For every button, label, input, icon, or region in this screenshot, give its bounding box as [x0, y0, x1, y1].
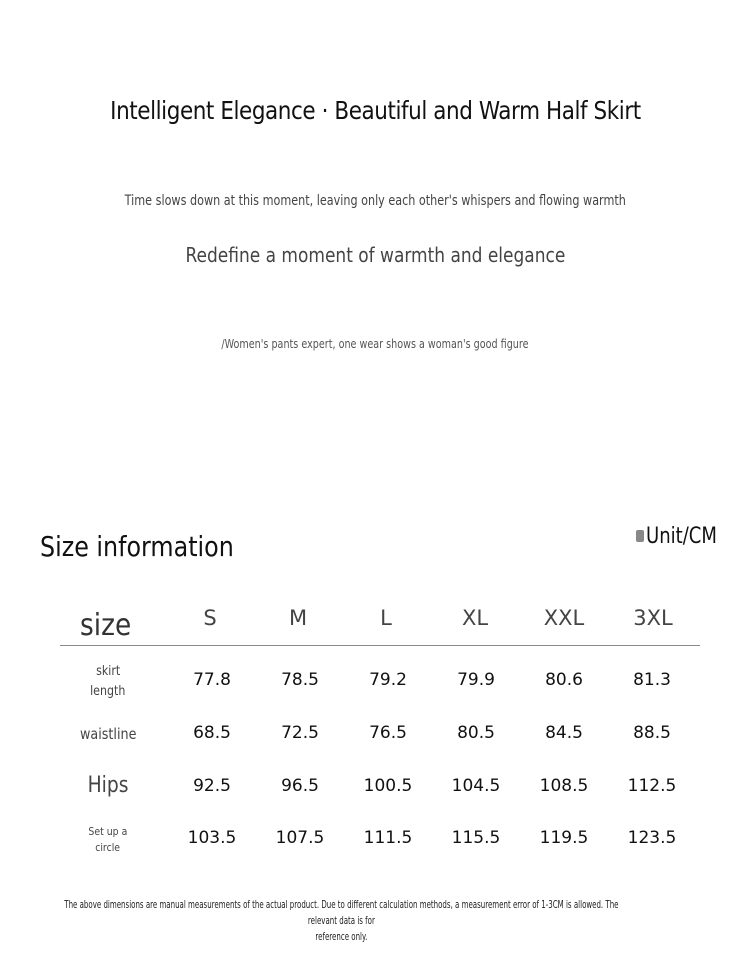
table-cell: 119.5: [539, 828, 589, 848]
table-cell: 79.9: [457, 670, 495, 690]
size-table-header: [60, 600, 700, 646]
tagline: Time slows down at this moment, leaving only each other's whispers and flowing warmth: [124, 193, 626, 209]
size-column-xxl: XXL: [543, 606, 585, 630]
table-row: [60, 718, 700, 771]
size-header-label: size: [80, 608, 132, 643]
table-cell: 81.3: [633, 670, 671, 690]
size-column-xl: XL: [461, 606, 489, 630]
table-cell: 104.5: [451, 776, 501, 796]
table-row: [60, 771, 700, 824]
size-column-3xl: 3XL: [633, 606, 673, 630]
unit-label: [636, 522, 733, 550]
size-column-l: L: [380, 606, 392, 630]
table-cell: 111.5: [363, 828, 413, 848]
size-column-m: M: [288, 606, 308, 630]
table-cell: 84.5: [545, 723, 583, 743]
table-cell: 108.5: [539, 776, 589, 796]
size-column-s: S: [203, 606, 217, 630]
footnote-line-2: reference only.: [315, 930, 367, 943]
measurement-footnote: [10, 897, 740, 945]
table-cell: 80.6: [545, 670, 583, 690]
table-cell: 80.5: [457, 723, 495, 743]
unit-marker-icon: [636, 530, 644, 542]
unit-text: Unit/CM: [646, 523, 717, 549]
table-cell: 123.5: [627, 828, 677, 848]
row-label-skirt-length: skirt length: [90, 664, 126, 699]
caption: /Women's pants expert, one wear shows a woman's good figure: [221, 337, 529, 351]
table-cell: 78.5: [281, 670, 319, 690]
size-information-title: Size information: [40, 530, 234, 563]
table-cell: 100.5: [363, 776, 413, 796]
row-label-set-up-a-circle: Set up a circle: [88, 825, 128, 854]
table-row: [60, 822, 700, 875]
table-cell: 92.5: [193, 776, 231, 796]
table-cell: 79.2: [369, 670, 407, 690]
table-cell: 88.5: [633, 723, 671, 743]
table-cell: 115.5: [451, 828, 501, 848]
size-table: [60, 600, 700, 854]
subheadline: Redefine a moment of warmth and elegance: [185, 243, 565, 267]
table-cell: 77.8: [193, 670, 231, 690]
page-headline: Intelligent Elegance · Beautiful and Warm Half Skirt: [109, 96, 641, 125]
table-row: [60, 660, 700, 713]
footnote-line-1: The above dimensions are manual measurements of the actual product. Due to different calculation methods, a measurement error of 1-3CM is allowed. The relevant data is for: [63, 898, 619, 927]
row-label-hips: Hips: [87, 773, 129, 798]
table-cell: 96.5: [281, 776, 319, 796]
table-cell: 68.5: [193, 723, 231, 743]
table-cell: 107.5: [275, 828, 325, 848]
table-cell: 72.5: [281, 723, 319, 743]
table-cell: 112.5: [627, 776, 677, 796]
table-cell: 76.5: [369, 723, 407, 743]
table-cell: 103.5: [187, 828, 237, 848]
row-label-waistline: waistline: [79, 725, 137, 743]
